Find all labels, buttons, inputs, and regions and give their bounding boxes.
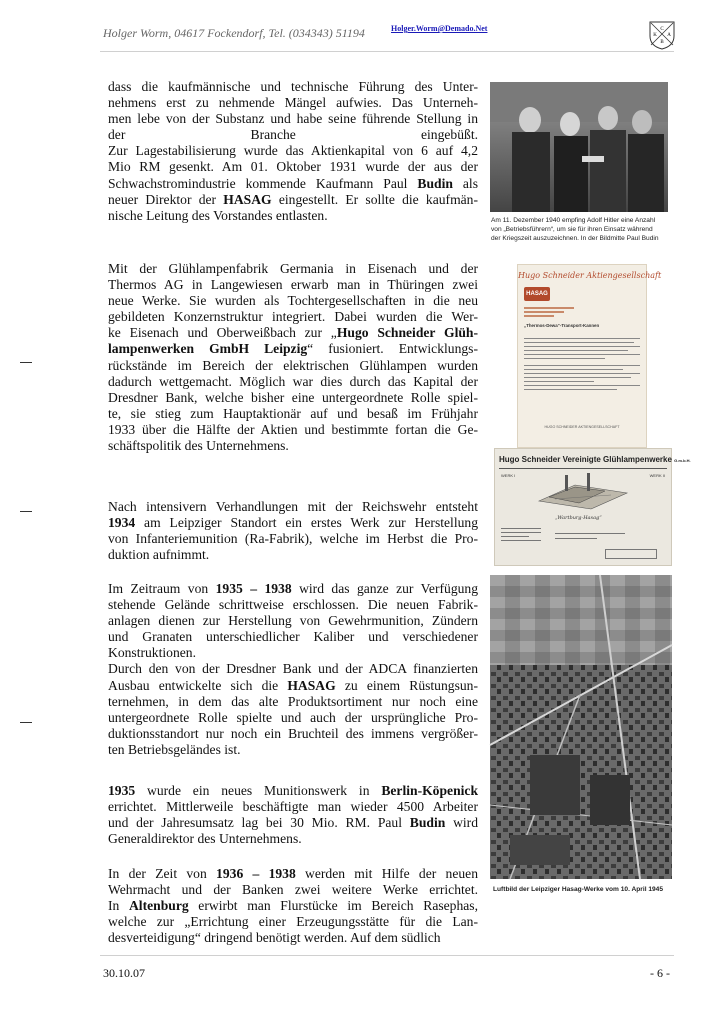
text-line [108,406,478,422]
aerial-photo-leipzig [490,575,672,879]
paragraph-1934-ammunition [108,499,478,563]
text-run: und der Jahresumsatz lag bei 30 Mio. RM. Paul [108,815,410,831]
text-line [108,95,478,111]
bold-term: 1936 – 1938 [216,866,296,881]
text-run: nische Leitung des Vorstandes entlasten. [108,207,328,223]
text-run: Schwachstromindustrie kommende Kaufmann Paul [108,175,418,191]
text-line [108,783,478,799]
text-line [108,438,478,454]
photo-caption [491,216,671,243]
text-run: wird [445,815,478,831]
text-line [108,547,478,563]
text-run: Konstruktionen. [108,645,196,661]
text-line [108,422,478,438]
text-line [108,309,478,325]
margin-mark [20,511,32,512]
letterhead-title-suffix: G.m.b.H. [674,458,691,463]
letterhead-hasag-ag [517,264,662,448]
emblem-icon [648,20,676,50]
text-line [108,499,478,515]
bold-term: Budin [417,175,453,191]
text-run: wird das ganze zur Verfügung [291,581,479,596]
letterhead-product-line: „Thermos-Dewa“-Transport-Kannen [524,323,600,328]
text-run: nehmens erst zu nehmende Mängel aufwies. Das Unterneh- [108,95,478,111]
letterhead-werk-2: WERK II [649,473,665,478]
text-line [108,678,478,694]
text-line [108,341,478,357]
text-run: 1933 über die Hälfte der Aktien und bestimmte fortan die Ge- [108,421,478,437]
text-line [108,143,478,159]
text-run: dadurch wettgemacht. Möglich war dies durch das Kapital der [108,373,478,389]
letterhead-footer: HUGO SCHNEIDER AKTIENGESELLSCHAFT [544,425,620,429]
letterhead-gluehlampenwerke [494,448,691,566]
text-run: und Granaten unterschiedlicher Kaliber und verschiedener [108,629,478,645]
caption-line: von „Betriebsführern“, um sie für ihren Einsatz während [491,226,653,233]
text-run: Dresdner Bank, welche bisher eine untergeordnete Rolle spiel- [108,389,478,405]
text-line [108,597,478,613]
text-line [108,531,478,547]
text-run: “ fusioniert. Entwicklungs- [307,341,478,357]
text-run: als [452,175,478,191]
header-email-link[interactable]: Holger.Worm@Demado.Net [391,24,488,33]
text-run: Wehrmacht und der Banken zwei weitere Werke errichtet. [108,882,478,898]
bold-term: Altenburg [128,898,189,914]
text-run: rückstände im Bereich der elektrischen Glühlampen wurden [108,357,478,373]
text-line [108,111,478,127]
letterhead-title: Hugo Schneider Aktiengesellschaft [518,271,662,280]
header-divider [100,51,674,52]
margin-mark [20,362,32,363]
text-run: anlagen dienen zur Herstellung von Gewehrmunition, Zündern [108,613,478,629]
caption-line: der Kriegszeit auszuzeichnen. In der Bildmitte Paul Budin [491,235,659,242]
text-run: gebildeten Konzernstruktur integriert. Dabei wurden die Wer- [108,309,478,325]
bold-term: lampenwerken GmbH Leipzig [108,341,308,357]
paragraph-altenburg [108,866,478,946]
hasag-stamp: HASAG [524,287,550,301]
text-run: ten Betriebsgeländes ist. [108,741,241,757]
text-line [108,645,478,661]
letterhead-werk-1: WERK I [501,473,516,478]
text-line [108,277,478,293]
emblem-letter: K [653,33,657,38]
bold-term: HASAG [223,191,272,207]
text-run: am Leipziger Standort ein erstes Werk zur Herstellung [135,515,478,531]
text-run: ke Eisenach und Oberweißbach zur „ [108,325,337,341]
margin-mark [20,722,32,723]
text-line [108,127,478,143]
text-line [108,358,478,374]
text-run: ternehmen, in dem das alte Produktsortiment nur noch eine [108,693,478,709]
text-line [108,293,478,309]
text-run: Mio RM gesenkt. Am 01. Oktober 1931 wurde der aus der [108,159,478,175]
bold-term: Budin [409,815,446,831]
footer-divider [100,955,674,956]
header-author-line: Holger Worm, 04617 Fockendorf, Tel. (034343) 51194 [103,26,365,40]
paragraph-berlin-koepenick [108,783,478,847]
text-line [108,374,478,390]
text-line [108,192,478,208]
text-run: schäftspolitik des Unternehmens. [108,438,289,454]
text-line [108,882,478,898]
text-line [108,661,478,677]
text-run: werden mit Hilfe der neuen [295,866,478,881]
text-line [108,515,478,531]
text-run: zu einem Rüstungsun- [335,677,478,693]
text-run: errichtet. Mittlerweile beschäftigte man wieder 4500 Arbeiter [108,799,478,815]
letterhead-title: Hugo Schneider Vereinigte Glühlampenwerke [499,455,672,464]
text-run: men lebe von der Substanz und habe seine führende Stellung in [108,111,478,127]
text-line [108,261,478,277]
text-run: desverteidigung“ dringend benötigt werden. Auf dem südlich [108,930,441,946]
text-line [108,613,478,629]
letterhead-center-label: „Wartburg-Hasag“ [555,515,602,521]
bold-term: 1934 [108,515,136,531]
text-run: Durch den von der Dresdner Bank und der ADCA finanzierten [108,661,478,677]
text-run: erwirbt man Flurstücke im Bereich Rasephas, [188,898,478,914]
text-run: In [108,898,129,914]
text-line [108,629,478,645]
text-run: der Branche eingebüßt. [108,127,478,143]
bold-term: HASAG [287,677,336,693]
text-run: neue Werke. Sie wurden als Tochtergesellschaften in die neu [108,293,478,309]
paragraph-management-crisis [108,79,478,224]
text-line [108,914,478,930]
text-line [108,79,478,95]
text-line [108,694,478,710]
text-run: Thermos AG in Langewiesen erwarb man in Thüringen zwei [108,277,478,293]
text-run: wurde ein neues Munitionswerk in [135,783,382,798]
aerial-caption: Luftbild der Leipziger Hasag-Werke vom 10. April 1945 [493,886,664,893]
text-line [108,325,478,341]
text-line [108,710,478,726]
text-run: neuer Direktor der [108,191,224,207]
bold-term: Hugo Schneider Glüh- [336,325,478,341]
factory-drawing-icon [535,471,631,511]
paragraph-acquisitions [108,261,478,454]
text-line [108,390,478,406]
text-run: duktionsstandort nur noch ein Bruchteil des immens vergrößer- [108,725,478,741]
text-run: stehende Gelände schrittweise erschlossen. Die neuen Fabrik- [108,597,478,613]
text-line [108,799,478,815]
text-run: Im Zeitraum von [108,581,216,596]
text-line [108,742,478,758]
bold-term: 1935 [108,783,136,798]
photo-hitler-budin [490,82,668,212]
text-line [108,866,478,882]
text-run: von Infanteriemunition (Ra-Fabrik), welche im Herbst die Pro- [108,531,478,547]
text-run: Ausbau entwickelte sich die [108,677,288,693]
text-line [108,930,478,946]
emblem-letter: A [667,33,671,38]
caption-line: Am 11. Dezember 1940 empfing Adolf Hitler eine Anzahl [491,217,656,224]
text-run: duktion aufnimmt. [108,547,210,563]
text-line [108,726,478,742]
text-line [108,831,478,847]
paragraph-1935-1938-expansion [108,581,478,758]
text-run: Zur Lagestabilisierung wurde das Aktienkapital von 6 auf 4,2 [108,143,478,159]
footer-page-number: - 6 - [650,966,670,980]
text-run: In der Zeit von [108,866,217,881]
bold-term: Berlin-Köpenick [381,783,478,798]
text-run: welche zur „Errichtung einer Erzeugungsstätte für die Lan- [108,914,478,930]
text-run: untergeordnete Rolle spielte und auch der ursprüngliche Pro- [108,709,478,725]
text-run: te, sie stieg zum Hauptaktionär auf und besaß im Frühjahr [108,405,478,421]
text-run: Mit der Glühlampenfabrik Germania in Eisenach und der [108,261,478,276]
bold-term: 1935 – 1938 [215,581,292,596]
emblem-letter: C [660,27,664,32]
text-run: eingestellt. Er sollte die kaufmän- [271,191,478,207]
text-line [108,815,478,831]
emblem-letter: B [660,40,664,45]
text-line [108,176,478,192]
text-run: Generaldirektor des Unternehmens. [108,831,302,847]
text-line [108,208,478,224]
text-run: Nach intensivern Verhandlungen mit der Reichswehr entsteht [108,499,478,514]
footer-date: 30.10.07 [103,966,145,980]
text-line [108,159,478,175]
text-line [108,898,478,914]
text-line [108,581,478,597]
text-run: dass die kaufmännische und technische Führung des Unter- [108,79,478,94]
